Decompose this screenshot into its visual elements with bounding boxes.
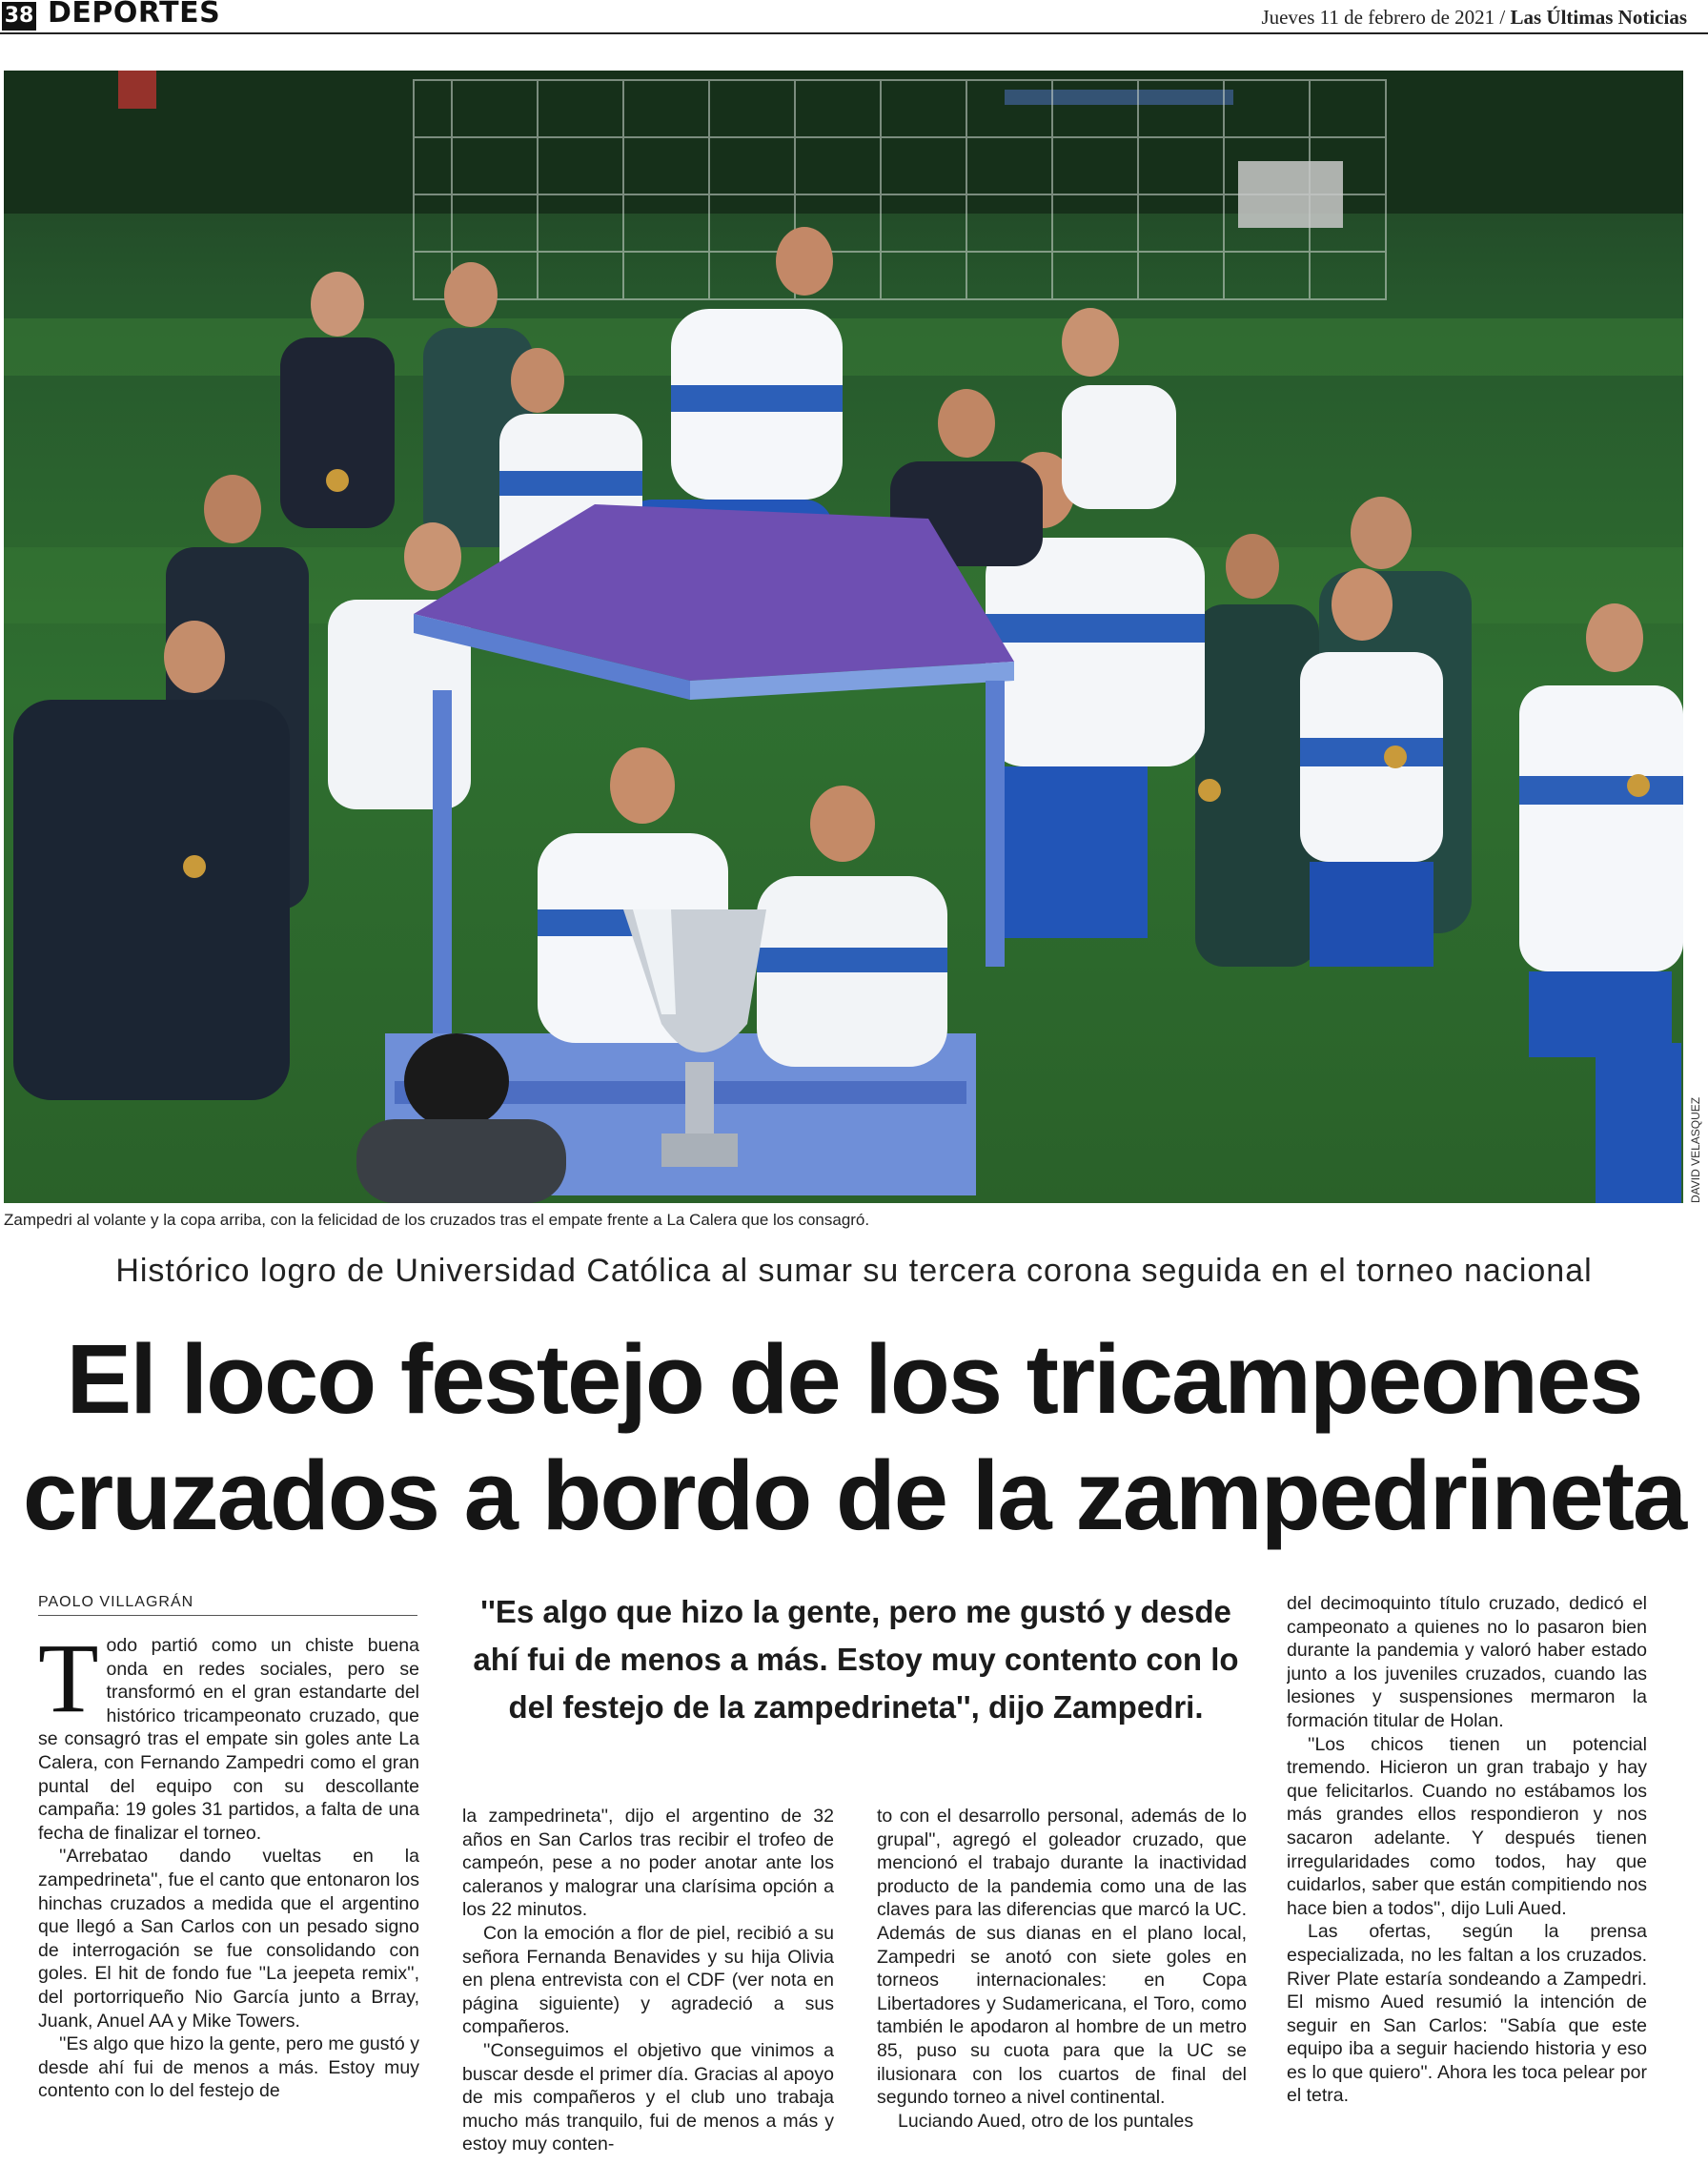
pull-quote: ''Es algo que hizo la gente, pero me gustó y desde ahí fui de menos a más. Estoy muy contento con lo del festejo de la zampedrineta'', dijo Zampedri.	[473, 1594, 1239, 1725]
paragraph: del decimoquinto título cruzado, dedicó el campeonato a quienes no lo pasaron bien durante la pandemia y valoró haber estado junto a los juveniles cruzados, cuando las lesiones y suspensiones mermaron la formación titular de Holan.	[1287, 1593, 1647, 1731]
drop-cap: T	[38, 1634, 99, 1733]
headline-line-1: El loco festejo de los tricampeones	[66, 1324, 1642, 1434]
paragraph: Con la emoción a flor de piel, recibió a su señora Fernanda Benavides y su hija Olivia en plena entrevista con el CDF (ver nota en página siguiente) y agradeció a sus compañeros.	[462, 1922, 834, 2038]
paragraph: Las ofertas, según la prensa especializada, no les faltan a los cruzados. River Plate estaría sondeando a Zampedri. El mismo Aued resumió la intención de seguir en San Carlos: ''Sabía que este equipo iba a seguir haciendo historia y eso es lo que quiero''. Ahora les toca pelear por el tetra.	[1287, 1921, 1647, 2107]
stadium-board	[1005, 90, 1233, 105]
page-number: 38	[2, 2, 36, 31]
pitch-bench	[1238, 161, 1343, 228]
paragraph: ''Los chicos tienen un potencial tremendo. Hicieron un gran trabajo y hay que felicitarlos. Cuando no estábamos los más grandes ellos respondieron y nos sacaron adelante. Y después tienen irregularidades como todos, hay que cuidarlos, saber que están compitiendo nos hace bien a todos'', dijo Luli Aued.	[1287, 1733, 1647, 1919]
celebration-photo	[4, 71, 1683, 1203]
section-title: DEPORTES	[48, 0, 221, 30]
photo-illustration	[4, 71, 1683, 1203]
page-header	[0, 0, 1708, 34]
paragraph: ''Conseguimos el objetivo que vinimos a buscar desde el primer día. Gracias al apoyo de mis compañeros y el club uno trabaja mucho más tranquilo, fui de menos a más y estoy muy conten-	[462, 2039, 834, 2155]
dateline	[1261, 6, 1687, 30]
paragraph: to con el desarrollo personal, además de lo grupal'', agregó el goleador cruzado, que mencionó el trabajo durante la inactividad producto de la pandemia como una de las claves para las diferencias que marcó la UC. Además de sus dianas en el plano local, Zampedri se anotó con siete goles en torneos internacionales: en Copa Libertadores y Sudamericana, el Toro, como también le apodaron al hombre de un metro 85, puso su cuota para que la UC se ilusionara con los cuartos de final del segundo torneo a nivel continental.	[877, 1806, 1247, 2109]
article-column-2	[462, 1805, 834, 2165]
byline: PAOLO VILLAGRÁN	[38, 1594, 417, 1616]
pitch-stripe	[4, 318, 1683, 376]
headline-line-2: cruzados a bordo de la zampedrineta	[22, 1440, 1686, 1550]
paragraph: ''Es algo que hizo la gente, pero me gustó y desde ahí fui de menos a más. Estoy muy contento con lo del festejo de	[38, 2033, 419, 2102]
paragraph: ''Arrebatao dando vueltas en la zampedrineta'', fue el canto que entonaron los hinchas cruzados a medida que el argentino que llegó a San Carlos con un pesado signo de interrogación se fue consolidando con goles. El hit de fondo fue ''La jeepeta remix'', del portorriqueño Nio García junto a Brray, Juank, Anuel AA y Mike Towers.	[38, 1846, 419, 2032]
photo-caption: Zampedri al volante y la copa arriba, con la felicidad de los cruzados tras el empate frente a La Calera que los consagró.	[4, 1211, 870, 1229]
photo-credit: DAVID VELASQUEZ	[1689, 1096, 1702, 1203]
kicker: Histórico logro de Universidad Católica al sumar su tercera corona seguida en el torneo nacional	[115, 1253, 1593, 1289]
stadium-background	[4, 71, 1683, 214]
headline	[0, 1321, 1708, 1554]
article-column-4	[1287, 1592, 1647, 2165]
paragraph	[38, 1634, 419, 1845]
paragraph: Luciando Aued, otro de los puntales	[898, 2110, 1194, 2132]
article-column-1	[38, 1634, 419, 2165]
paragraph-text: odo partió como un chiste buena onda en redes sociales, pero se transformó en el gran estandarte del histórico tricampeonato cruzado, que se consagró tras el empate sin goles ante La Calera, con Fernando Zampedri como el gran puntal del equipo con su descollante campaña: 19 goles 31 partidos, a falta de una fecha de finalizar el torneo.	[38, 1635, 419, 1844]
article-column-3	[877, 1805, 1247, 2165]
newspaper-name: Las Últimas Noticias	[1510, 6, 1687, 29]
date-text: Jueves 11 de febrero de 2021 /	[1261, 6, 1511, 29]
paragraph: la zampedrineta'', dijo el argentino de 32 años en San Carlos tras recibir el trofeo de campeón, pese a no poder anotar ante los caleranos y malograr una clarísima opción a los 22 minutos.	[462, 1806, 834, 1921]
header-rule	[0, 32, 1708, 34]
stadium-light-red	[118, 71, 156, 109]
